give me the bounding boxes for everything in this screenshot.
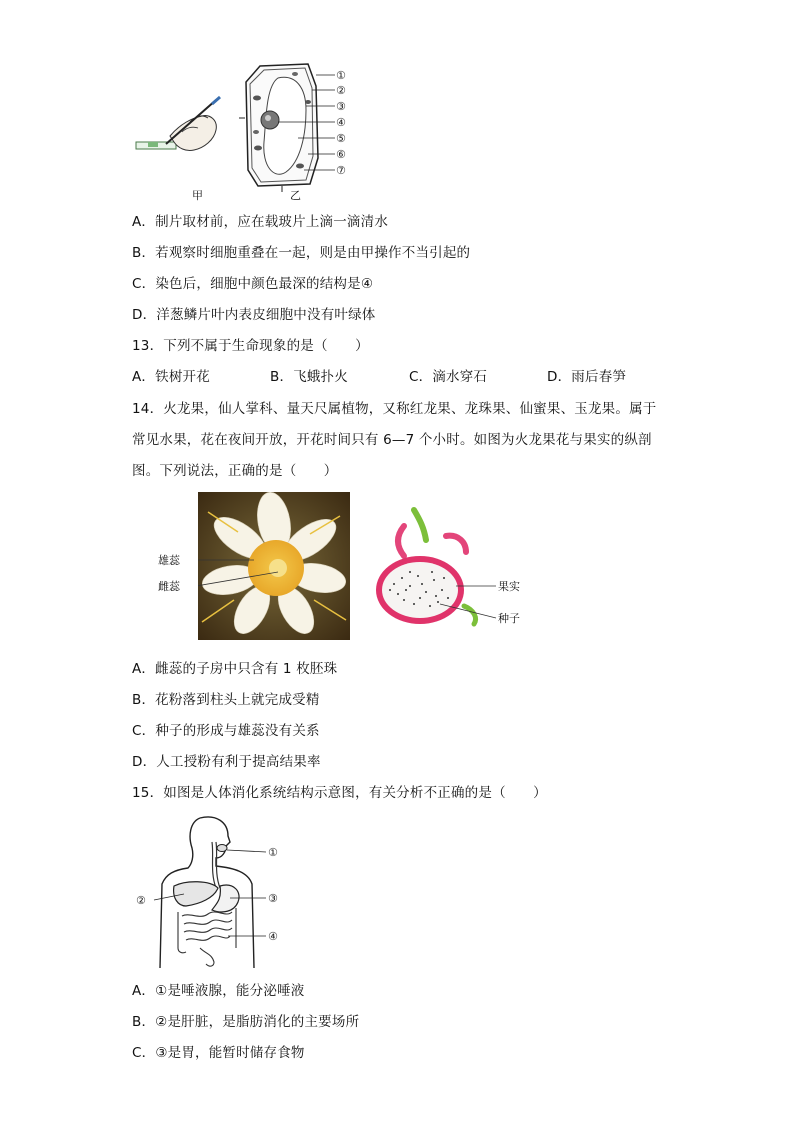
- q14-stem-line2: 常见水果，花在夜间开放，开花时间只有 6—7 个小时。如图为火龙果花与果实的纵剖: [132, 432, 652, 448]
- q15-option-c: C．③是胃，能暂时储存食物: [132, 1045, 305, 1061]
- cell-marker-4: ④: [336, 116, 346, 129]
- q13-option-d: D．雨后春笋: [547, 369, 627, 385]
- digestive-marker-3: ③: [268, 892, 278, 905]
- q12-option-a: A．制片取材前，应在载玻片上滴一滴清水: [132, 214, 389, 230]
- q13-option-b: B．飞蛾扑火: [270, 369, 348, 385]
- digestive-drawing: [130, 812, 290, 970]
- cell-marker-3: ③: [336, 100, 346, 113]
- figure-12: [130, 62, 360, 202]
- q14-option-d: D．人工授粉有利于提高结果率: [132, 754, 321, 770]
- q14-option-c: C．种子的形成与雄蕊没有关系: [132, 723, 320, 739]
- q15-stem: 15．如图是人体消化系统结构示意图，有关分析不正确的是（ ）: [132, 785, 547, 801]
- digestive-system-diagram: [130, 812, 290, 970]
- label-stamen: 雄蕊: [158, 554, 180, 567]
- q12-option-b: B．若观察时细胞重叠在一起，则是由甲操作不当引起的: [132, 245, 471, 261]
- dragon-fruit-flower-photo: [198, 492, 350, 640]
- digestive-marker-2: ②: [136, 894, 146, 907]
- slide-preparation-illustration: [136, 97, 220, 151]
- label-seed: 种子: [498, 612, 520, 625]
- digestive-marker-1: ①: [268, 846, 278, 859]
- cell-marker-6: ⑥: [336, 148, 346, 161]
- digestive-marker-4: ④: [268, 930, 278, 943]
- cell-marker-2: ②: [336, 84, 346, 97]
- label-fruit: 果实: [498, 580, 520, 593]
- q15-option-a: A．①是唾液腺，能分泌唾液: [132, 983, 305, 999]
- q13-stem: 13．下列不属于生命现象的是（ ）: [132, 338, 369, 354]
- q14-stem-line1: 14．火龙果，仙人掌科、量天尺属植物，又称红龙果、龙珠果、仙蜜果、玉龙果。属于: [132, 401, 657, 417]
- figure-12-drawing: [130, 62, 360, 202]
- cell-marker-7: ⑦: [336, 164, 346, 177]
- q15-option-b: B．②是肝脏，是脂肪消化的主要场所: [132, 1014, 360, 1030]
- q12-option-c: C．染色后，细胞中颜色最深的结构是④: [132, 276, 374, 292]
- q13-option-a: A．铁树开花: [132, 369, 210, 385]
- plant-cell-diagram: [239, 64, 346, 192]
- fruit-drawing: [374, 506, 504, 630]
- cell-marker-5: ⑤: [336, 132, 346, 145]
- cell-marker-1: ①: [336, 69, 346, 82]
- dragon-fruit-cross-section: [374, 506, 504, 630]
- caption-jia: 甲: [192, 189, 203, 202]
- q12-option-d: D．洋葱鳞片叶内表皮细胞中没有叶绿体: [132, 307, 376, 323]
- q13-option-c: C．滴水穿石: [409, 369, 488, 385]
- label-pistil: 雌蕊: [158, 580, 180, 593]
- q14-stem-line3: 图。下列说法，正确的是（ ）: [132, 463, 338, 479]
- q14-option-a: A．雌蕊的子房中只含有 1 枚胚珠: [132, 661, 338, 677]
- q14-option-b: B．花粉落到柱头上就完成受精: [132, 692, 320, 708]
- flower-drawing: [198, 492, 350, 640]
- caption-yi: 乙: [290, 189, 301, 202]
